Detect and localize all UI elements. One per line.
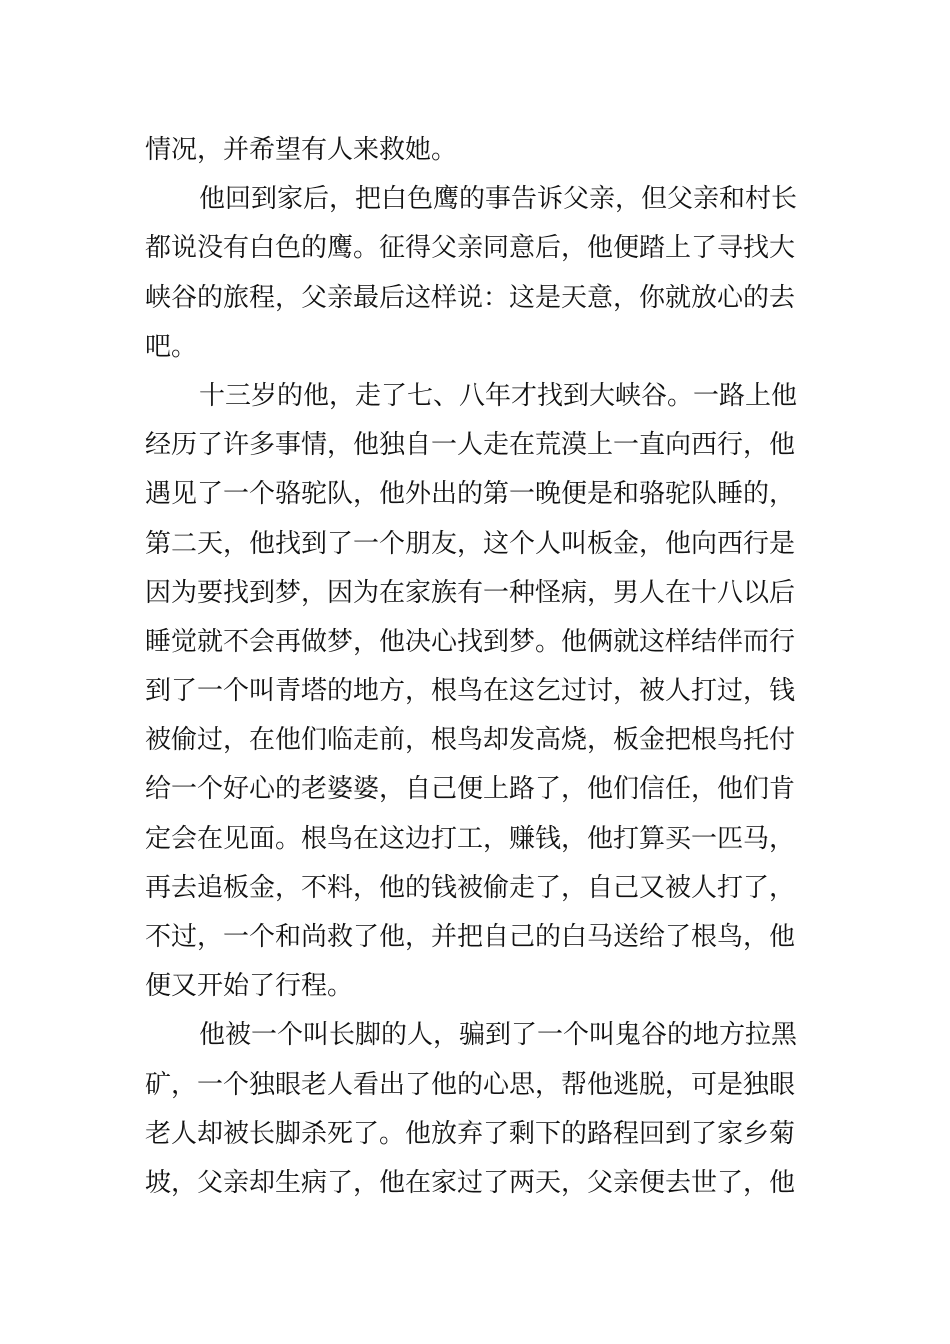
text-line: 便又开始了行程。: [145, 971, 354, 1002]
text-line: 矿，一个独眼老人看出了他的心思，帮他逃脱，可是独眼: [145, 1069, 796, 1100]
text-line: 峡谷的旅程，父亲最后这样说：这是天意，你就放心的去: [145, 282, 796, 313]
text-line: 睡觉就不会再做梦，他决心找到梦。他俩就这样结伴而行: [145, 626, 796, 657]
text-line: 吧。: [145, 331, 198, 362]
text-line: 因为要找到梦，因为在家族有一种怪病，男人在十八以后: [145, 577, 796, 608]
text-line: 被偷过，在他们临走前，根鸟却发高烧，板金把根鸟托付: [145, 725, 796, 756]
text-line: 都说没有白色的鹰。征得父亲同意后，他便踏上了寻找大: [145, 233, 796, 264]
text-line: 情况，并希望有人来救她。: [145, 135, 458, 165]
text-line: 他回到家后，把白色鹰的事告诉父亲，但父亲和村长: [199, 184, 798, 215]
text-line: 坡，父亲却生病了，他在家过了两天，父亲便去世了，他: [145, 1167, 796, 1198]
text-line: 经历了许多事情，他独自一人走在荒漠上一直向西行，他: [145, 430, 796, 461]
text-line: 遇见了一个骆驼队，他外出的第一晚便是和骆驼队睡的，: [145, 479, 796, 510]
text-line: 再去追板金，不料，他的钱被偷走了，自己又被人打了，: [145, 872, 796, 903]
text-line: 不过，一个和尚救了他，并把自己的白马送给了根鸟，他: [145, 922, 796, 952]
text-line: 定会在见面。根鸟在这边打工，赚钱，他打算买一匹马，: [145, 823, 796, 854]
text-line: 十三岁的他，走了七、八年才找到大峡谷。一路上他: [199, 380, 798, 411]
text-line: 到了一个叫青塔的地方，根鸟在这乞过讨，被人打过，钱: [145, 676, 796, 707]
text-line: 他被一个叫长脚的人，骗到了一个叫鬼谷的地方拉黑: [199, 1020, 798, 1051]
body-text: [145, 126, 815, 1208]
text-line: 给一个好心的老婆婆，自己便上路了，他们信任，他们肯: [145, 774, 796, 805]
text-line: 第二天，他找到了一个朋友，这个人叫板金，他向西行是: [145, 528, 796, 559]
text-line: 老人却被长脚杀死了。他放弃了剩下的路程回到了家乡菊: [145, 1118, 796, 1149]
